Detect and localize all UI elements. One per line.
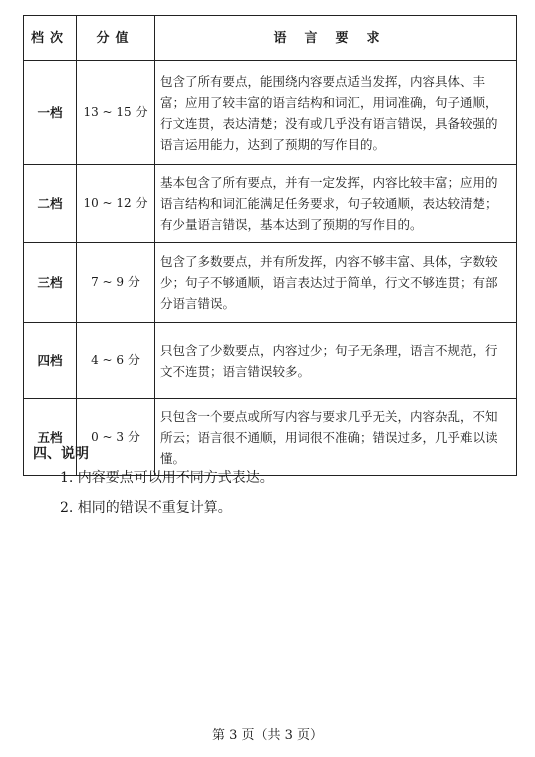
- table-row: [24, 61, 517, 165]
- requirement-cell: 包含了多数要点，并有所发挥，内容不够丰富、具体，字数较少；句子不够通顺，语言表达过于简单，行文不够连贯；有部分语言错误。: [155, 243, 517, 323]
- note-item: 2. 相同的错误不重复计算。: [60, 500, 232, 516]
- table-row: [24, 243, 517, 323]
- score-cell: 7 ~ 9 分: [77, 243, 155, 323]
- score-cell: 10 ~ 12 分: [77, 165, 155, 243]
- requirement-cell: 基本包含了所有要点，并有一定发挥，内容比较丰富；应用的语言结构和词汇能满足任务要求，句子较通顺，表达较清楚；有少量语言错误，基本达到了预期的写作目的。: [155, 165, 517, 243]
- table-row: [24, 323, 517, 399]
- header-level: 档次: [24, 16, 77, 61]
- requirement-cell: 只包含了少数要点，内容过少；句子无条理，语言不规范，行文不连贯；语言错误较多。: [155, 323, 517, 399]
- grading-table: [23, 15, 517, 476]
- score-cell: 13 ~ 15 分: [77, 61, 155, 165]
- score-cell: 4 ~ 6 分: [77, 323, 155, 399]
- level-cell: 四档: [24, 323, 77, 399]
- level-cell: 一档: [24, 61, 77, 165]
- page-footer: 第 3 页（共 3 页）: [211, 728, 324, 743]
- table-row: [24, 165, 517, 243]
- level-cell: 三档: [24, 243, 77, 323]
- level-cell: 二档: [24, 165, 77, 243]
- header-requirements: 语言要求: [155, 16, 517, 61]
- level-cell: 五档: [24, 399, 77, 476]
- requirement-cell: 只包含一个要点或所写内容与要求几乎无关，内容杂乱，不知所云；语言很不通顺，用词很不准确；错误过多，几乎难以读懂。: [155, 399, 517, 476]
- note-item: 1. 内容要点可以用不同方式表达。: [60, 470, 274, 486]
- table-header-row: [24, 16, 517, 61]
- requirement-cell: 包含了所有要点，能围绕内容要点适当发挥，内容具体、丰富；应用了较丰富的语言结构和词汇，用词准确，句子通顺，行文连贯，表达清楚；没有或几乎没有语言错误，具备较强的语言运用能力，达到了预期的写作目的。: [155, 61, 517, 165]
- header-score: 分值: [77, 16, 155, 61]
- score-cell: 0 ~ 3 分: [77, 399, 155, 476]
- table-row: [24, 399, 517, 476]
- notes-section-title: 四、说明: [33, 446, 89, 462]
